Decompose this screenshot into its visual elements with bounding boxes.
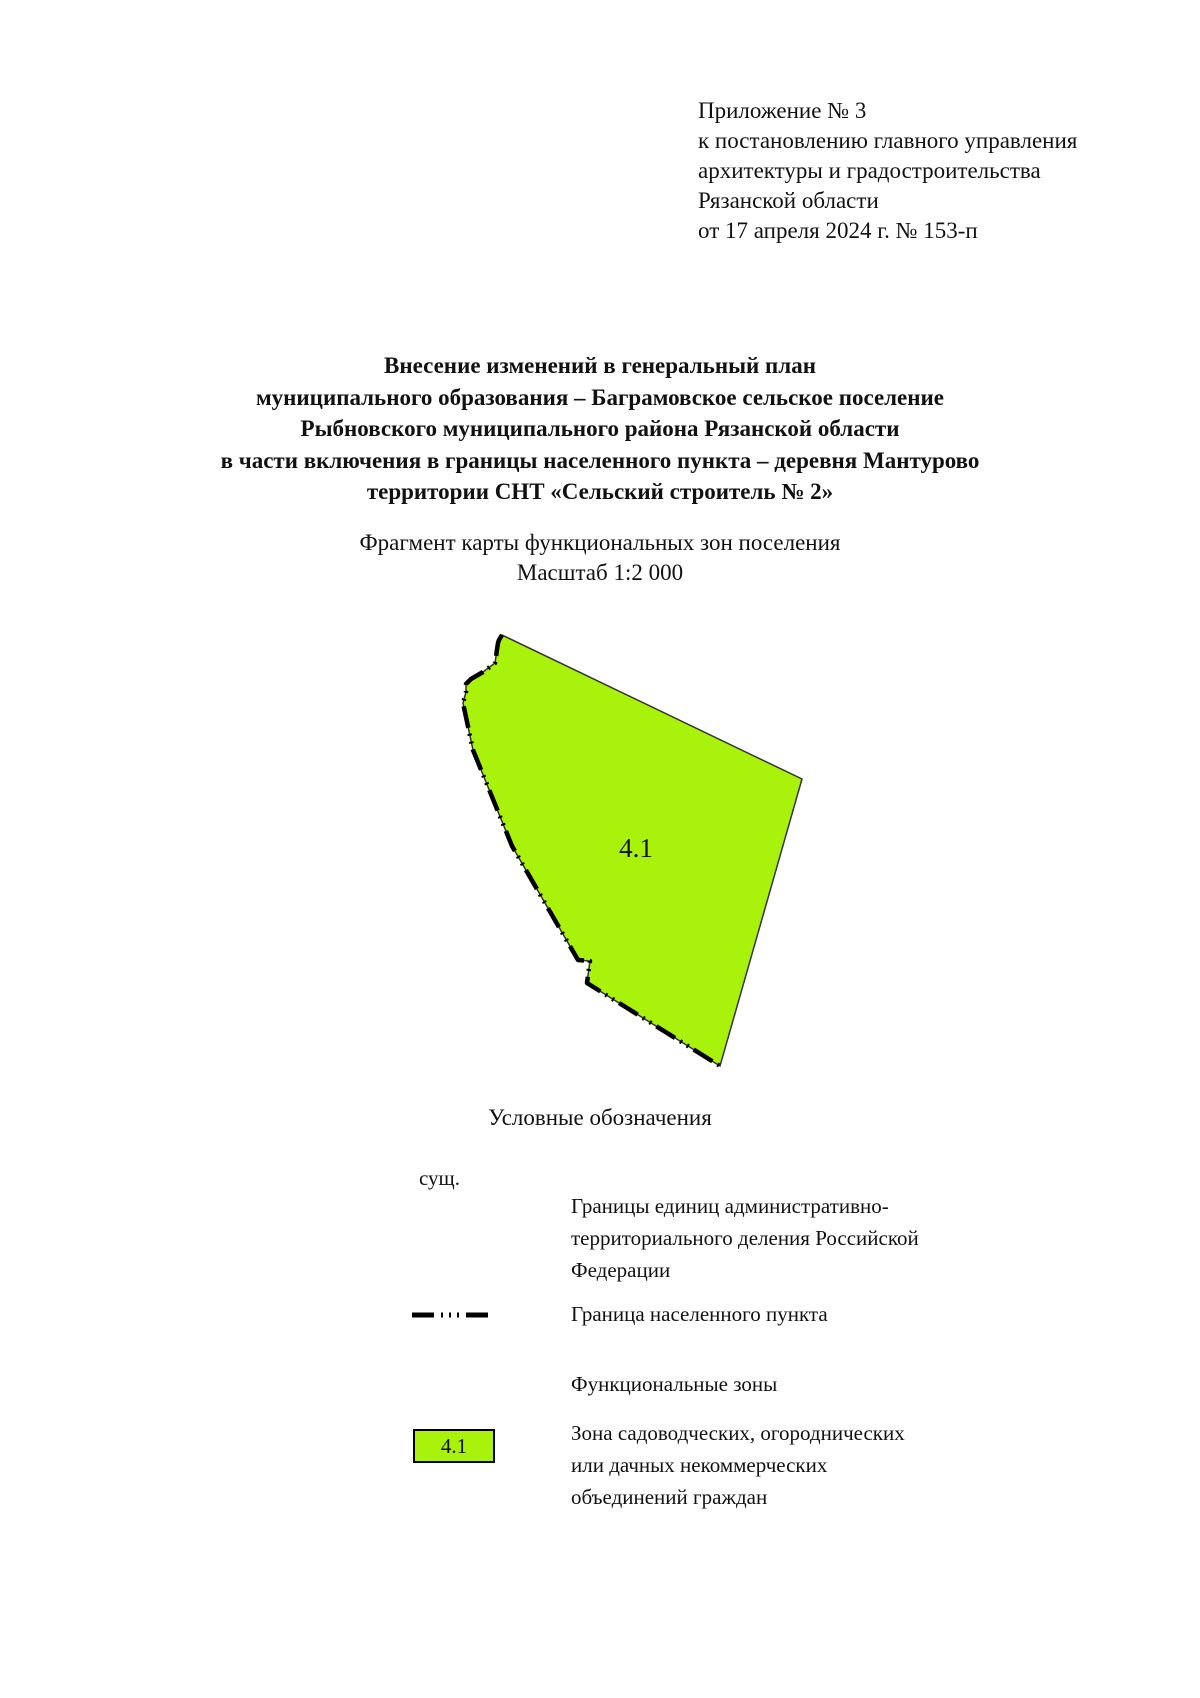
legend-text-line: объединений граждан	[571, 1485, 768, 1509]
legend-existing-label: сущ.	[419, 1166, 460, 1190]
appendix-line: к постановлению главного управления	[698, 128, 1078, 153]
title-line: территории СНТ «Сельский строитель № 2»	[366, 479, 834, 504]
appendix-line: от 17 апреля 2024 г. № 153-п	[698, 218, 978, 243]
title-line: муниципального образования – Баграмовское сельское поселение	[256, 384, 944, 410]
zone-label: 4.1	[619, 833, 653, 863]
title-line: в части включения в границы населенного пункта – деревня Мантурово	[220, 447, 980, 473]
map-scale: Масштаб 1:2 000	[516, 560, 684, 585]
title-line: Внесение изменений в генеральный план	[384, 353, 816, 378]
legend-zone-4-1-text	[571, 1417, 905, 1513]
title-line: Рыбновского муниципального района Рязанской области	[300, 416, 900, 441]
legend-zone-4-1-swatch: 4.1	[413, 1429, 495, 1463]
legend-admin-boundary-text	[571, 1190, 919, 1286]
legend-text-line: Зона садоводческих, огороднических	[571, 1421, 905, 1445]
legend-settlement-boundary-text: Граница населенного пункта	[571, 1302, 828, 1326]
map-caption-text: Фрагмент карты функциональных зон поселения	[359, 530, 841, 555]
appendix-line: Рязанской области	[698, 188, 879, 213]
legend-text-line: Федерации	[571, 1258, 671, 1282]
legend-text-line: Границы единиц административно-	[571, 1194, 889, 1218]
legend-settlement-boundary-symbol	[410, 1310, 495, 1320]
legend-text-line: территориального деления Российской	[571, 1226, 919, 1250]
legend-functional-zones-heading: Функциональные зоны	[571, 1372, 778, 1396]
legend-title: Условные обозначения	[488, 1105, 712, 1130]
appendix-line: архитектуры и градостроительства	[698, 158, 1041, 183]
appendix-line: Приложение № 3	[698, 98, 867, 123]
legend-text-line: или дачных некоммерческих	[571, 1453, 828, 1477]
